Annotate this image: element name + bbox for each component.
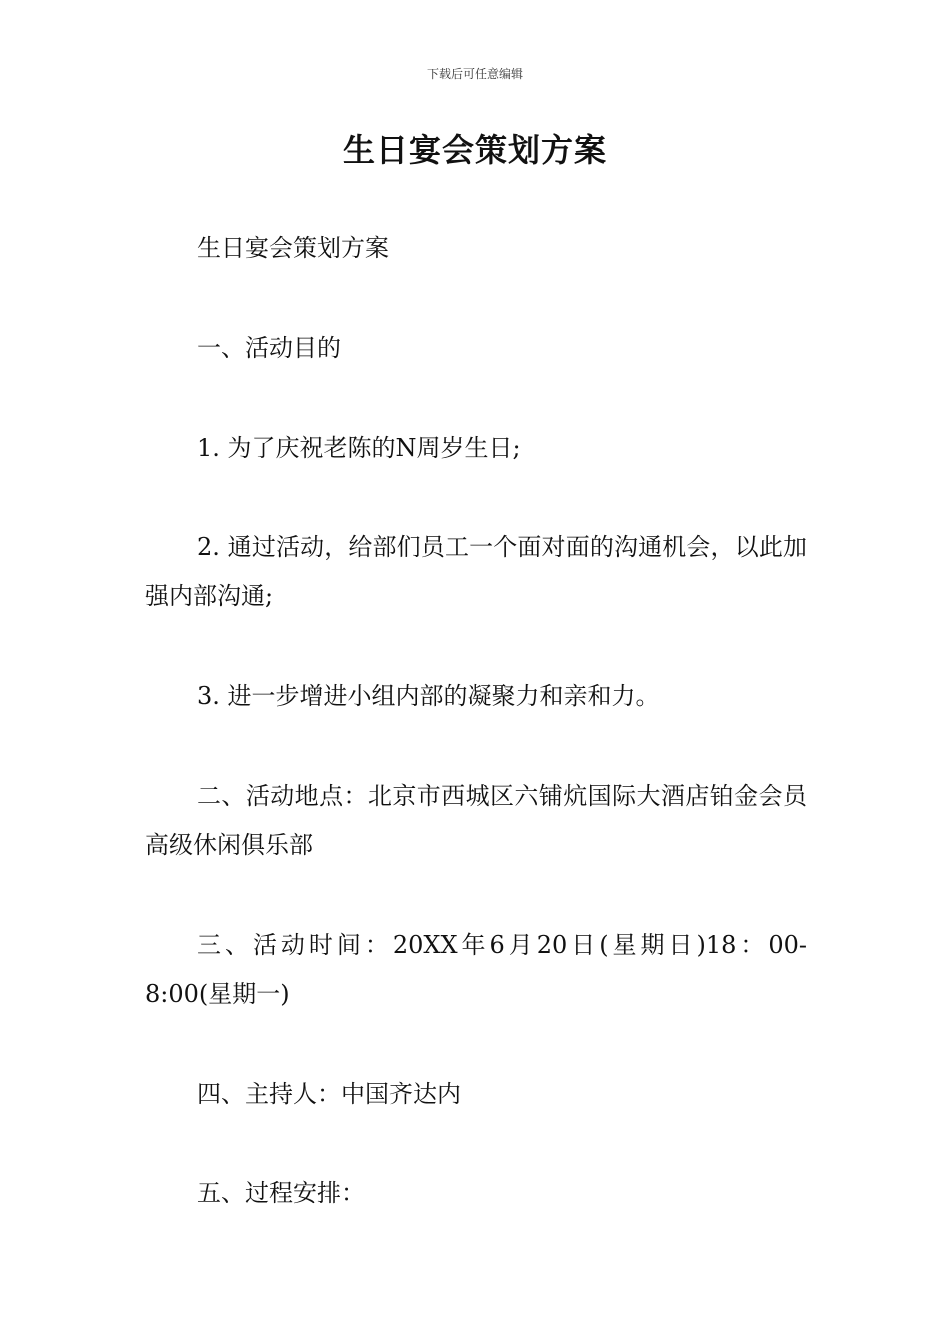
paragraph-item-2: 2. 通过活动，给部们员工一个面对面的沟通机会，以此加强内部沟通; — [145, 533, 807, 610]
paragraph-subtitle: 生日宴会策划方案 — [197, 234, 389, 262]
paragraph-schedule-heading: 五、过程安排： — [197, 1179, 365, 1207]
paragraph-item-1: 1. 为了庆祝老陈的N周岁生日; — [197, 434, 521, 462]
paragraph-host: 四、主持人：中国齐达内 — [197, 1080, 461, 1108]
paragraph-time: 三、活动时间：20XX年6月20日(星期日)18：00-8:00(星期一) — [145, 931, 807, 1008]
paragraph-location: 二、活动地点：北京市西城区六铺炕国际大酒店铂金会员高级休闲俱乐部 — [145, 782, 807, 859]
document-title: 生日宴会策划方案 — [342, 131, 607, 169]
paragraph-section-1-heading: 一、活动目的 — [197, 334, 341, 362]
header-note: 下载后可任意编辑 — [426, 67, 523, 81]
paragraph-item-3: 3. 进一步增进小组内部的凝聚力和亲和力。 — [197, 682, 660, 710]
